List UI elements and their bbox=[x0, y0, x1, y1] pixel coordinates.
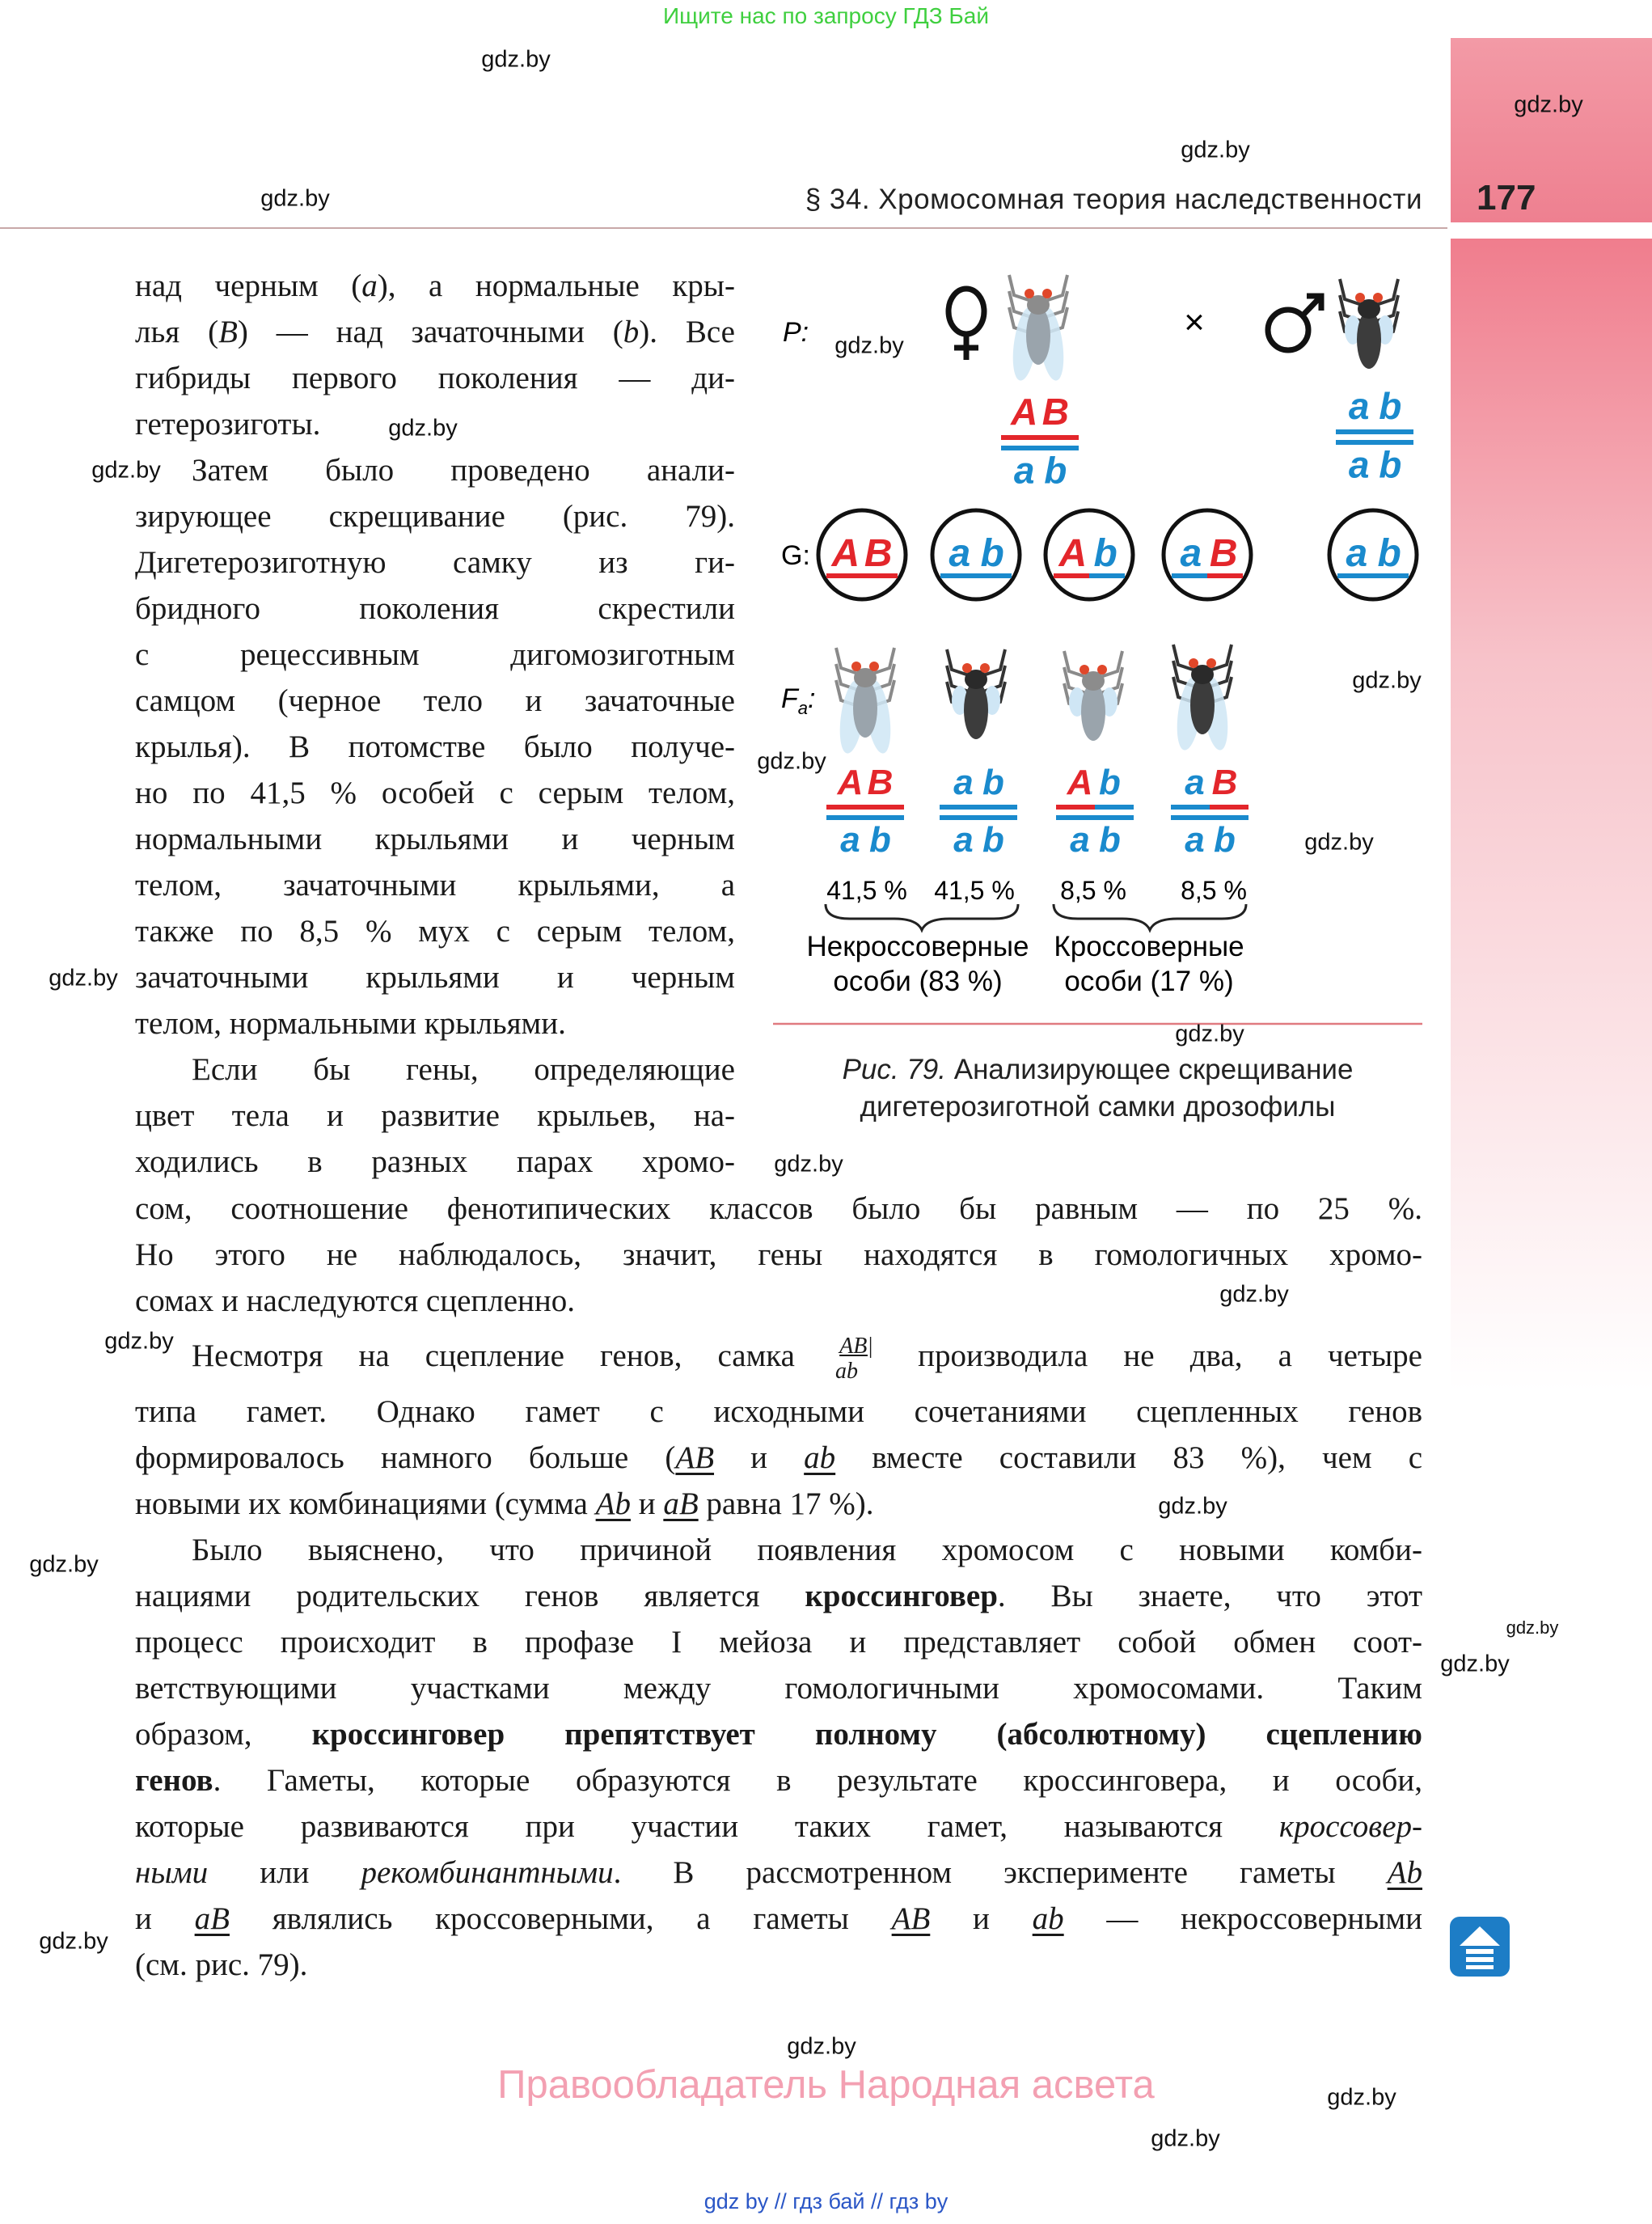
gene-letter: b bbox=[1379, 443, 1402, 486]
page-number: 177 bbox=[1477, 178, 1536, 218]
group-percent-noncrossover: особи (83 %) bbox=[833, 966, 1003, 997]
gamete-circle bbox=[818, 510, 906, 599]
copyright-notice: Правообладатель Народная асвета bbox=[497, 2063, 1155, 2107]
gene-letter: A bbox=[837, 763, 864, 802]
genotype bbox=[1171, 763, 1249, 860]
gene-letter: B bbox=[864, 532, 893, 575]
bold-term: кроссинговер bbox=[805, 1579, 998, 1613]
watermark: gdz.by bbox=[1158, 1493, 1227, 1520]
gene-notation: ab bbox=[804, 1440, 836, 1475]
female-symbol-icon bbox=[949, 289, 984, 360]
percent-label: 8,5 % bbox=[1060, 876, 1126, 905]
gene-letter: b bbox=[869, 819, 891, 860]
text-segment: . В рассмотренном эксперименте гаметы bbox=[613, 1855, 1388, 1890]
gene-letter: b bbox=[1377, 532, 1401, 575]
group-label-noncrossover: Некроссоверные bbox=[806, 931, 1029, 962]
watermark: gdz.by bbox=[39, 1928, 108, 1955]
genotype bbox=[1336, 385, 1413, 486]
gene-notation: AB bbox=[675, 1440, 715, 1475]
gene-letter: b bbox=[982, 819, 1004, 860]
genotype-fraction: AB|ab bbox=[835, 1334, 873, 1385]
gene-letter: b bbox=[982, 763, 1004, 802]
gene-letter: a bbox=[840, 819, 860, 860]
watermark: gdz.by bbox=[29, 1551, 99, 1578]
gene-notation: aB bbox=[663, 1486, 699, 1521]
gene-letter: a bbox=[1013, 449, 1035, 492]
group-percent-crossover: особи (17 %) bbox=[1064, 966, 1234, 997]
text-segment: лья ( bbox=[135, 315, 219, 349]
brace-crossover bbox=[1054, 904, 1246, 930]
percent-label: 8,5 % bbox=[1181, 876, 1247, 905]
watermark: gdz.by bbox=[49, 965, 118, 991]
italic-term: рекомбинантными bbox=[361, 1855, 614, 1890]
bold-term: кроссинговер препятствует полному (абсолютному) сцеплению bbox=[311, 1717, 1422, 1752]
bold-term: генов bbox=[135, 1763, 213, 1798]
footer-links[interactable]: gdz by // гдз бай // гдз by bbox=[703, 2189, 949, 2213]
gene-notation: Ab bbox=[595, 1486, 631, 1521]
text-segment: Но этого не наблюдалось, значит, гены находятся в гомологичных хромо- bbox=[135, 1237, 1422, 1272]
watermark: gdz.by bbox=[774, 1151, 843, 1178]
gene-letter: A bbox=[1011, 391, 1038, 433]
watermark: gdz.by bbox=[91, 457, 161, 484]
gene-letter: B bbox=[1211, 763, 1238, 802]
gametes-label: G: bbox=[781, 540, 810, 571]
text-segment: самцом (черное тело и зачаточные bbox=[135, 683, 735, 718]
watermark: gdz.by bbox=[1506, 1617, 1559, 1638]
text-segment: Затем было проведено анали- bbox=[192, 453, 735, 488]
watermark: gdz.by bbox=[1175, 1021, 1244, 1047]
text-segment: и bbox=[630, 1486, 664, 1521]
gene-letter: a bbox=[1348, 385, 1370, 427]
text-segment: сом, соотношение фенотипических классов было бы равным — по 25 %. bbox=[135, 1191, 1422, 1226]
black-body-vestigial-wings-fly-icon bbox=[1340, 279, 1398, 369]
text-segment: вместе составили 83 %), чем с bbox=[835, 1440, 1422, 1475]
gene-letter: B bbox=[1041, 391, 1069, 433]
gamete-circle bbox=[932, 510, 1020, 599]
text-segment: — некроссоверными bbox=[1063, 1901, 1423, 1936]
caption-text: Анализирующее скрещивание bbox=[946, 1054, 1354, 1085]
text-segment: сомах и наследуются сцепленно. bbox=[135, 1283, 576, 1318]
watermark: gdz.by bbox=[1440, 1651, 1510, 1677]
text-segment: и bbox=[930, 1901, 1033, 1936]
text-segment: . Вы знаете, что этот bbox=[997, 1579, 1422, 1613]
text-segment: над черным ( bbox=[135, 268, 362, 303]
scroll-up-button[interactable] bbox=[1450, 1917, 1510, 1977]
figure-caption bbox=[773, 1051, 1422, 1126]
gene-letter: b bbox=[1093, 532, 1118, 575]
watermark: gdz.by bbox=[834, 332, 904, 359]
italic-term: b bbox=[623, 315, 640, 349]
gene-letter: b bbox=[1099, 763, 1121, 802]
arrow-up-icon bbox=[1450, 1917, 1510, 1977]
gene-notation: aB bbox=[194, 1901, 230, 1936]
gray-body-normal-wings-fly-icon bbox=[836, 648, 895, 755]
text-segment: с рецессивным дигомозиготным bbox=[135, 637, 735, 672]
gene-letter: a bbox=[953, 763, 974, 802]
gene-letter: A bbox=[1067, 763, 1093, 802]
text-segment: ветствующими участками между гомологичными хромосомами. Таким bbox=[135, 1671, 1422, 1706]
cross-symbol: × bbox=[1184, 302, 1205, 342]
gene-letter: B bbox=[867, 763, 894, 802]
watermark: gdz.by bbox=[1151, 2125, 1220, 2152]
text-segment: (см. рис. 79). bbox=[135, 1947, 308, 1982]
text-segment: нациями родительских генов является bbox=[135, 1579, 805, 1613]
offspring-label: $F_a$: bbox=[781, 683, 816, 718]
percent-label: 41,5 % bbox=[826, 876, 907, 905]
text-segment: гибриды первого поколения — ди- bbox=[135, 361, 735, 395]
text-segment: Было выяснено, что причиной появления хромосом с новыми комби- bbox=[192, 1533, 1422, 1567]
text-segment: телом, нормальными крыльями. bbox=[135, 1006, 566, 1041]
genotype bbox=[940, 763, 1017, 860]
watermark: gdz.by bbox=[1514, 91, 1583, 118]
text-segment: процесс происходит в профазе I мейоза и представляет собой обмен соот- bbox=[135, 1625, 1422, 1660]
text-segment: формировалось намного больше ( bbox=[135, 1440, 676, 1475]
watermark: gdz.by bbox=[787, 2033, 856, 2060]
italic-term: B bbox=[218, 315, 238, 349]
text-segment: зачаточными крыльями и черным bbox=[135, 960, 735, 995]
genotype bbox=[1056, 763, 1134, 860]
text-segment: нормальными крыльями и черным bbox=[135, 822, 735, 856]
watermark: gdz.by bbox=[1181, 137, 1250, 163]
italic-term: кроссовер- bbox=[1278, 1809, 1422, 1844]
gray-body-normal-wings-fly-icon bbox=[1009, 275, 1068, 383]
caption-text-2: дигетерозиготной самки дрозофилы bbox=[860, 1091, 1336, 1123]
text-segment: бридного поколения скрестили bbox=[135, 591, 735, 626]
text-segment: являлись кроссоверными, а гаметы bbox=[229, 1901, 892, 1936]
parents-label: P: bbox=[783, 317, 809, 348]
gene-notation: AB bbox=[891, 1901, 931, 1936]
gene-letter: b bbox=[1214, 819, 1236, 860]
gene-letter: a bbox=[953, 819, 974, 860]
gene-letter: a bbox=[1180, 532, 1202, 575]
section-title: § 34. Хромосомная теория наследственности bbox=[805, 184, 1422, 215]
gene-letter: a bbox=[1348, 443, 1370, 486]
text-segment: и bbox=[135, 1901, 195, 1936]
gamete-circle bbox=[1164, 510, 1251, 599]
gene-letter: B bbox=[1209, 532, 1238, 575]
gene-letter: b bbox=[1044, 449, 1067, 492]
text-segment: ). Все bbox=[639, 315, 735, 349]
gene-letter: b bbox=[980, 532, 1004, 575]
watermark: gdz.by bbox=[1304, 829, 1374, 856]
text-segment: телом, зачаточными крыльями, а bbox=[135, 868, 735, 903]
gamete-circle bbox=[1046, 510, 1133, 599]
text-segment: Дигетерозиготную самку из ги- bbox=[135, 545, 735, 580]
gene-letter: A bbox=[831, 532, 860, 575]
black-body-normal-wings-fly-icon bbox=[1173, 645, 1232, 752]
text-segment: производила не два, а четыре bbox=[882, 1338, 1422, 1373]
male-symbol-icon bbox=[1268, 296, 1321, 350]
percent-label: 41,5 % bbox=[934, 876, 1015, 905]
italic-term: ными bbox=[135, 1855, 209, 1890]
caption-label: Рис. 79. bbox=[842, 1054, 946, 1085]
gene-notation: ab bbox=[1032, 1901, 1064, 1936]
text-segment: новыми их комбинациями (сумма bbox=[135, 1486, 596, 1521]
text-segment: гетерозиготы. bbox=[135, 407, 321, 442]
text-segment: ходились в разных парах хромо- bbox=[135, 1144, 735, 1179]
text-segment: цвет тела и развитие крыльев, на- bbox=[135, 1098, 735, 1133]
text-segment: также по 8,5 % мух с серым телом, bbox=[135, 914, 735, 949]
genotype bbox=[826, 763, 904, 860]
text-segment: или bbox=[208, 1855, 361, 1890]
watermark: gdz.by bbox=[1327, 2084, 1396, 2111]
gene-letter: a bbox=[1185, 763, 1205, 802]
text-segment: Если бы гены, определяющие bbox=[192, 1052, 735, 1087]
gene-letter: b bbox=[1379, 385, 1402, 427]
text-segment: типа гамет. Однако гамет с исходными сочетаниями сцепленных генов bbox=[135, 1394, 1422, 1429]
text-segment: которые развиваются при участии таких гамет, называются bbox=[135, 1809, 1279, 1844]
italic-term: a bbox=[361, 268, 378, 303]
watermark: gdz.by bbox=[481, 46, 551, 73]
black-body-vestigial-wings-fly-icon bbox=[947, 649, 1005, 739]
text-segment: образом, bbox=[135, 1717, 312, 1752]
watermark: gdz.by bbox=[104, 1328, 174, 1355]
watermark: gdz.by bbox=[757, 748, 826, 775]
watermark: gdz.by bbox=[388, 415, 458, 442]
text-segment: Несмотря на сцепление генов, самка bbox=[192, 1338, 831, 1373]
gene-letter: A bbox=[1058, 532, 1088, 575]
gene-letter: a bbox=[1070, 819, 1090, 860]
brace-noncrossover bbox=[826, 904, 1018, 930]
gene-letter: b bbox=[1099, 819, 1121, 860]
gene-letter: a bbox=[949, 532, 971, 575]
group-label-crossover: Кроссоверные bbox=[1054, 931, 1244, 962]
text-segment: крылья). В потомстве было получе- bbox=[135, 729, 735, 764]
watermark: gdz.by bbox=[1219, 1281, 1289, 1308]
text-segment: но по 41,5 % особей с серым телом, bbox=[135, 776, 735, 810]
gene-letter: a bbox=[1346, 532, 1368, 575]
watermark: gdz.by bbox=[1352, 667, 1422, 694]
genotype bbox=[1001, 391, 1079, 492]
text-segment: зирующее скрещивание (рис. 79). bbox=[135, 499, 735, 534]
gray-body-vestigial-wings-fly-icon bbox=[1064, 651, 1122, 741]
watermark: gdz.by bbox=[260, 185, 330, 212]
text-segment: . Гаметы, которые образуются в результате кроссинговера, и особи, bbox=[213, 1763, 1422, 1798]
text-segment: ), а нормальные кры- bbox=[377, 268, 735, 303]
text-segment: равна 17 %). bbox=[698, 1486, 874, 1521]
search-banner[interactable]: Ищите нас по запросу ГДЗ Бай bbox=[662, 3, 990, 28]
gamete-circle bbox=[1329, 510, 1417, 599]
gene-letter: a bbox=[1185, 819, 1205, 860]
text-segment: и bbox=[714, 1440, 805, 1475]
gene-notation: Ab bbox=[1387, 1855, 1422, 1890]
text-segment: ) — над зачаточными ( bbox=[237, 315, 623, 349]
